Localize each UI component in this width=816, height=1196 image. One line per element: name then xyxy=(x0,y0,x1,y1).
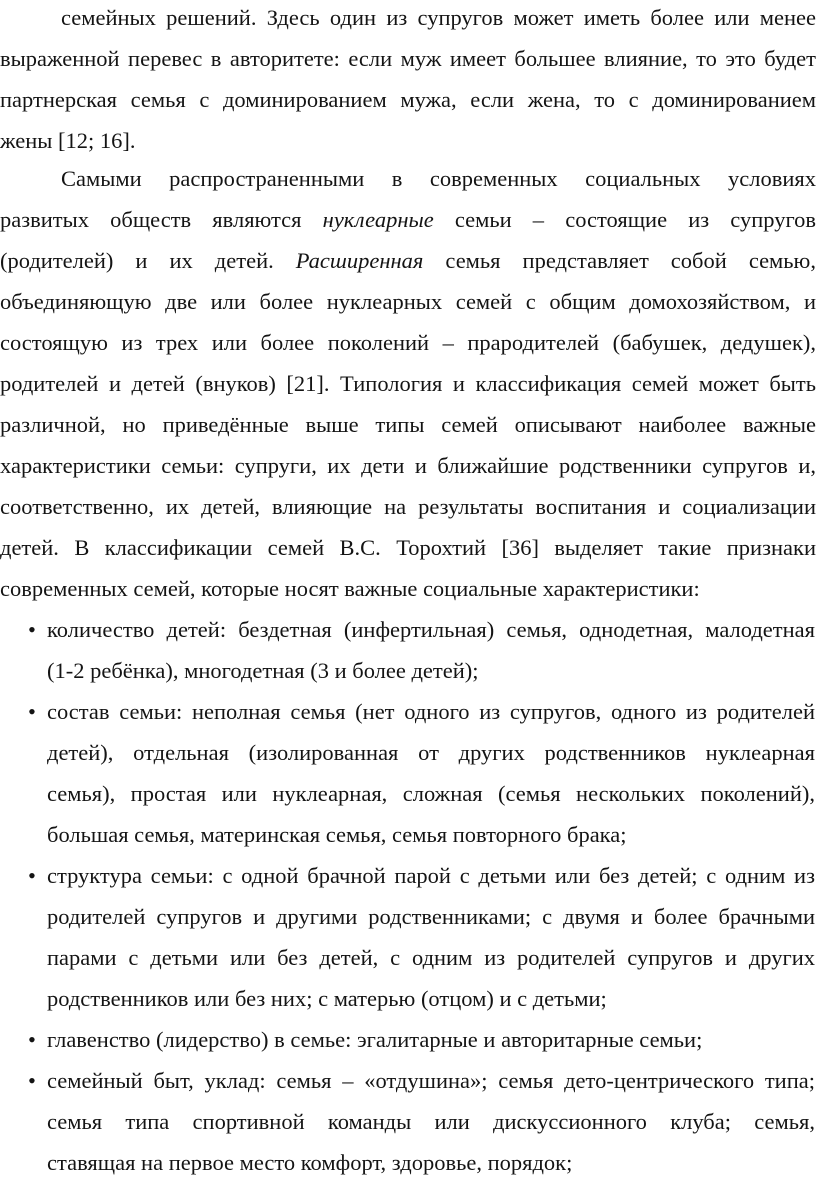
bullet-icon: • xyxy=(28,863,36,888)
text-run: семья представляет собой семью, xyxy=(423,248,816,273)
paragraph-line: различной, но приведённые выше типы семей описывают наиболее важные xyxy=(0,412,816,437)
list-item xyxy=(0,697,815,727)
paragraph-line xyxy=(0,246,816,276)
paragraph-line: характеристики семьи: супруги, их дети и ближайшие родственники супругов и, xyxy=(0,453,816,478)
paragraph-line: партнерская семья с доминированием мужа, если жена, то с доминированием xyxy=(0,87,816,112)
list-item-continuation: семья), простая или нуклеарная, сложная (семья нескольких поколений), xyxy=(47,781,815,806)
text-run: семьи – состоящие из супругов xyxy=(433,207,816,232)
bullet-icon: • xyxy=(28,1027,36,1052)
paragraph-line: родителей и детей (внуков) [21]. Типология и классификация семей может быть xyxy=(0,371,816,396)
list-item-continuation: (1-2 ребёнка), многодетная (3 и более детей); xyxy=(47,658,479,683)
list-item-text: структура семьи: с одной брачной парой с детьми или без детей; с одним из xyxy=(47,863,815,888)
list-item-continuation: семья типа спортивной команды или дискуссионного клуба; семья, xyxy=(47,1109,815,1134)
list-item xyxy=(0,861,815,891)
paragraph-line: жены [12; 16]. xyxy=(0,128,136,153)
paragraph-line: выраженной перевес в авторитете: если муж имеет большее влияние, то это будет xyxy=(0,46,816,71)
list-item-text: главенство (лидерство) в семье: эгалитарные и авторитарные семьи; xyxy=(47,1027,703,1052)
paragraph-line: состоящую из трех или более поколений – прародителей (бабушек, дедушек), xyxy=(0,330,816,355)
list-item-text: семейный быт, уклад: семья – «отдушина»; семья дето-центрического типа; xyxy=(47,1068,815,1093)
list-item-continuation: парами с детьми или без детей, с одним из родителей супругов и других xyxy=(47,945,815,970)
list-item-continuation: родственников или без них; с матерью (отцом) и с детьми; xyxy=(47,986,607,1011)
paragraph-line xyxy=(0,205,816,235)
italic-term-extended: Расширенная xyxy=(295,248,424,273)
paragraph-line: Самыми распространенными в современных социальных условиях xyxy=(61,166,816,191)
paragraph-line: семейных решений. Здесь один из супругов может иметь более или менее xyxy=(61,5,816,30)
list-item xyxy=(0,1025,815,1055)
italic-term-nuclear: нуклеарные xyxy=(322,207,434,232)
bullet-icon: • xyxy=(28,1068,36,1093)
list-item xyxy=(0,615,815,645)
list-item xyxy=(0,1066,815,1096)
list-item-continuation: большая семья, материнская семья, семья повторного брака; xyxy=(47,822,627,847)
bullet-icon: • xyxy=(28,699,36,724)
text-run: (родителей) и их детей. xyxy=(0,248,296,273)
list-item-text: количество детей: бездетная (инфертильная) семья, однодетная, малодетная xyxy=(47,617,815,642)
bullet-icon: • xyxy=(28,617,36,642)
paragraph-line: современных семей, которые носят важные социальные характеристики: xyxy=(0,576,700,601)
paragraph-line: соответственно, их детей, влияющие на результаты воспитания и социализации xyxy=(0,494,816,519)
list-item-text: состав семьи: неполная семья (нет одного из супругов, одного из родителей xyxy=(47,699,815,724)
list-item-continuation: родителей супругов и другими родственниками; с двумя и более брачными xyxy=(47,904,815,929)
list-item-continuation: ставящая на первое место комфорт, здоровье, порядок; xyxy=(47,1150,573,1175)
paragraph-line: объединяющую две или более нуклеарных семей с общим домохозяйством, и xyxy=(0,289,816,314)
paragraph-line: детей. В классификации семей В.С. Торохтий [36] выделяет такие признаки xyxy=(0,535,816,560)
text-run: развитых обществ являются xyxy=(0,207,323,232)
list-item-continuation: детей), отдельная (изолированная от других родственников нуклеарная xyxy=(47,740,815,765)
